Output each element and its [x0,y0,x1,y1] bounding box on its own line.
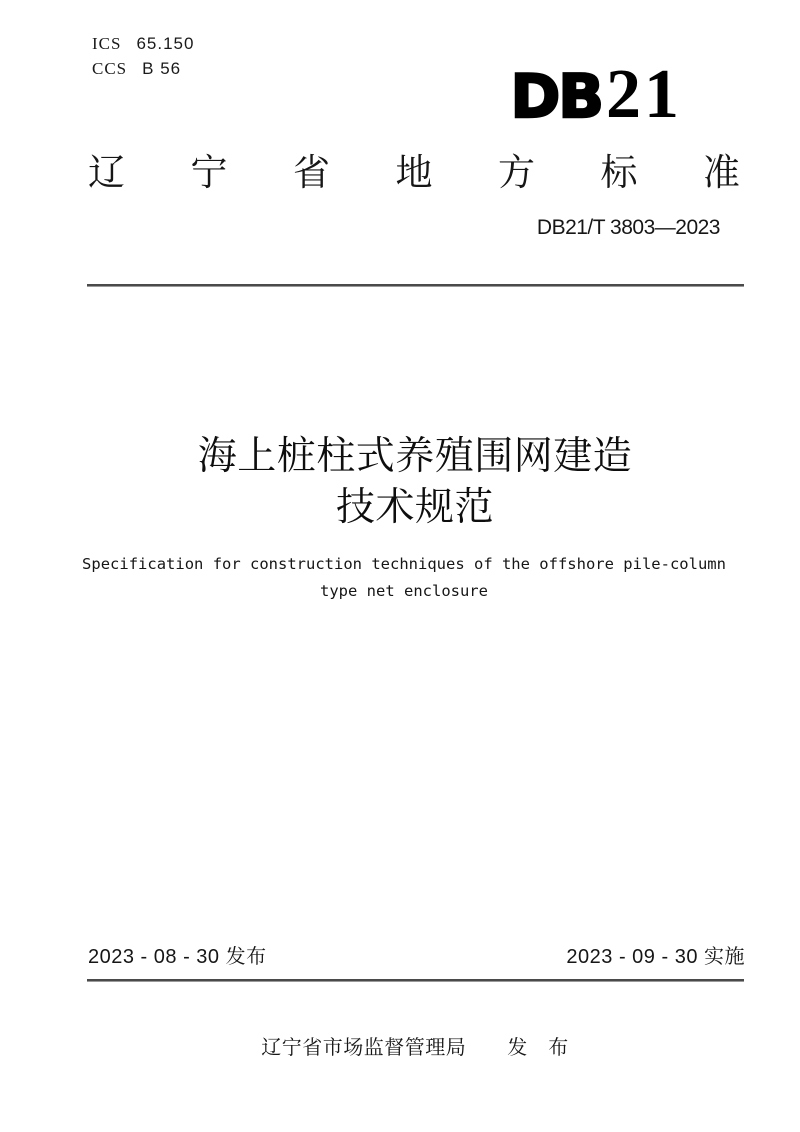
document-title [87,431,743,533]
db21-logo-db-part: DB [510,62,602,132]
standard-code: DB21/T 3803—2023 [536,216,720,239]
ics-label: ICS [92,34,122,53]
ccs-code-line [92,56,194,81]
ccs-label: CCS [92,59,128,78]
document-title-line1: 海上桩柱式养殖围网建造 [197,435,633,478]
document-title-english-line1: Specification for construction techniques of the offshore pile-column [82,555,726,573]
ccs-value: B 56 [142,59,182,78]
db21-logo [510,56,682,133]
ics-value: 65.150 [136,34,195,53]
publisher-line: 辽宁省市场监督管理局 发 布 [261,1037,569,1059]
implementation-date: 2023 - 09 - 30 实施 [566,946,745,968]
header-divider [87,284,744,287]
footer-divider [87,979,744,982]
document-title-english-line2: type net enclosure [320,582,488,600]
ics-code-line [92,31,194,56]
dates-row [88,945,745,969]
classification-codes [92,31,194,81]
document-title-english [50,551,758,605]
issue-date: 2023 - 08 - 30 发布 [88,946,267,968]
db21-logo-number-part: 21 [606,56,682,133]
standard-type-title: 辽宁省地方标准 [88,152,740,193]
document-title-line2: 技术规范 [335,486,494,529]
